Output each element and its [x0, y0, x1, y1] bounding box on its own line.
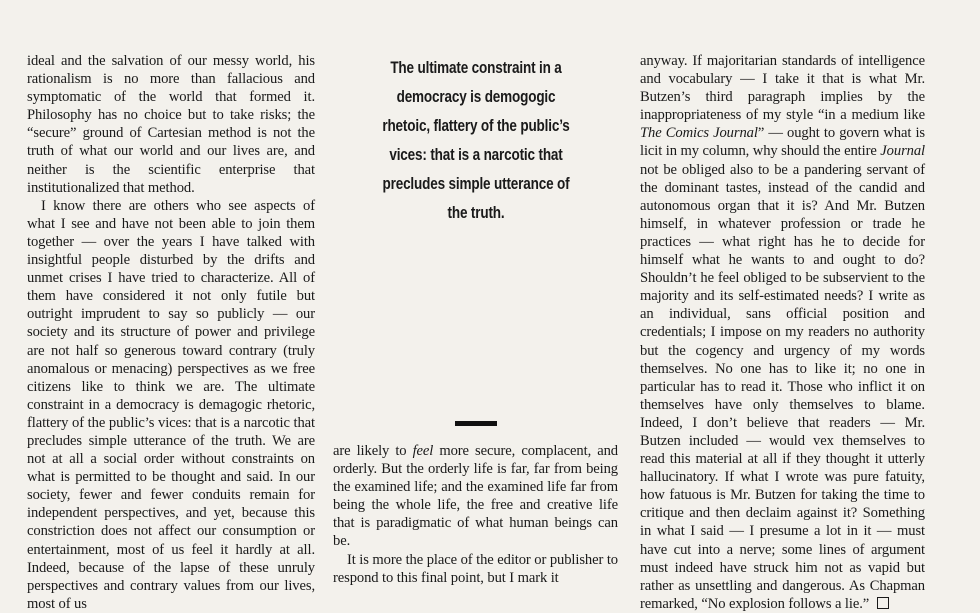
paragraph [333, 442, 618, 551]
text-run: ” — ought to govern what is licit in my column, why should the entire [640, 125, 925, 160]
emphasis: feel [412, 443, 434, 459]
publication-title: The Comics Journal [640, 125, 758, 142]
paragraph: I know there are others who see aspects of what I see and have not been able to join them together — over the years I have talked with insightful people disturbed by the drifts and unmet crises I have tried to characterize. All of them have considered it not only futile but outright imprudent to say so publicly — our society and its structure of power and privilege are not half so generous toward contrary (truly anomalous or menacing) perspectives as we free citizens like to think we are. The ultimate constraint in a democracy is demagogic rhetoric, flattery of the public’s vices: that is a narcotic that precludes simple utterance of the truth. We are not at all a social order without constraints on what is permitted to be thought and said. In our society, fewer and fewer conduits remain for independent perspectives, and yet, because this constriction does not affect our consumption or entertainment, most of us feel it hardly at all. Indeed, because of the lapse of these unruly perspectives and contrary values from our lives, most of us [27, 197, 315, 612]
publication-title: Journal [880, 143, 925, 160]
end-mark-icon [877, 597, 889, 609]
pull-quote: The ultimate constraint in a democracy is demogogic rhetoic, flattery of the public’s vices: that is a narcotic that precludes simple utterance of the truth. [382, 59, 570, 222]
text-column-right [640, 52, 925, 613]
text-run: not be obliged also to be a pandering servant of the dominant tastes, instead of the candid and autonomous organ that it is? And Mr. Butzen himself, in whatever profession or trade he practices — what right has he to decide for himself what he wants to and ought to do? Shouldn’t he feel obliged to be subservient to the majority and its self-estimated needs? I write as an individual, sans official position and credentials; I impose on my readers no authority but the cogency and urgency of my words themselves. No one has to like it; no one in particular has to read it. Those who inflict it on themselves have only themselves to blame. Indeed, I don’t believe that readers — Mr. Butzen included — would vex themselves to read this material at all if they thought it utterly hallucinatory. If what I wrote was pure fatuity, how fatuous is Mr. Butzen for taking the time to critique and then declaim against it? Something in what I said — I presume a lot in it — must have cut into a nerve; some lines of argument must indeed have struck him not as vapid but rather as unsettling and dangerous. As Chapman remarked, “No explosion follows a lie.” [640, 161, 925, 612]
text-run: more secure, complacent, and orderly. But the orderly life is far, far from being the examined life; and the examined life far from being the whole life, the free and creative life that is paradigmatic of what human beings can be. [333, 443, 618, 550]
text-run: anyway. If majoritarian standards of intelligence and vocabulary — I take it that is what Mr. Butzen’s third paragraph implies by the inappropriateness of my style “in a medium like [640, 53, 925, 124]
paragraph [640, 52, 925, 613]
section-divider [455, 421, 497, 426]
text-run: are likely to [333, 443, 413, 459]
paragraph: ideal and the salvation of our messy world, his rationalism is no more than fallacious and symptomatic of the world that formed it. Philosophy has no choice but to take risks; the “secure” ground of Cartesian method is not the truth of what our world and our lives are, and neither is the scientific enterprise that institutionalized that method. [27, 53, 315, 196]
paragraph: It is more the place of the editor or publisher to respond to this final point, but I mark it [333, 551, 618, 586]
text-column-middle [333, 442, 618, 587]
text-column-left [27, 52, 315, 613]
